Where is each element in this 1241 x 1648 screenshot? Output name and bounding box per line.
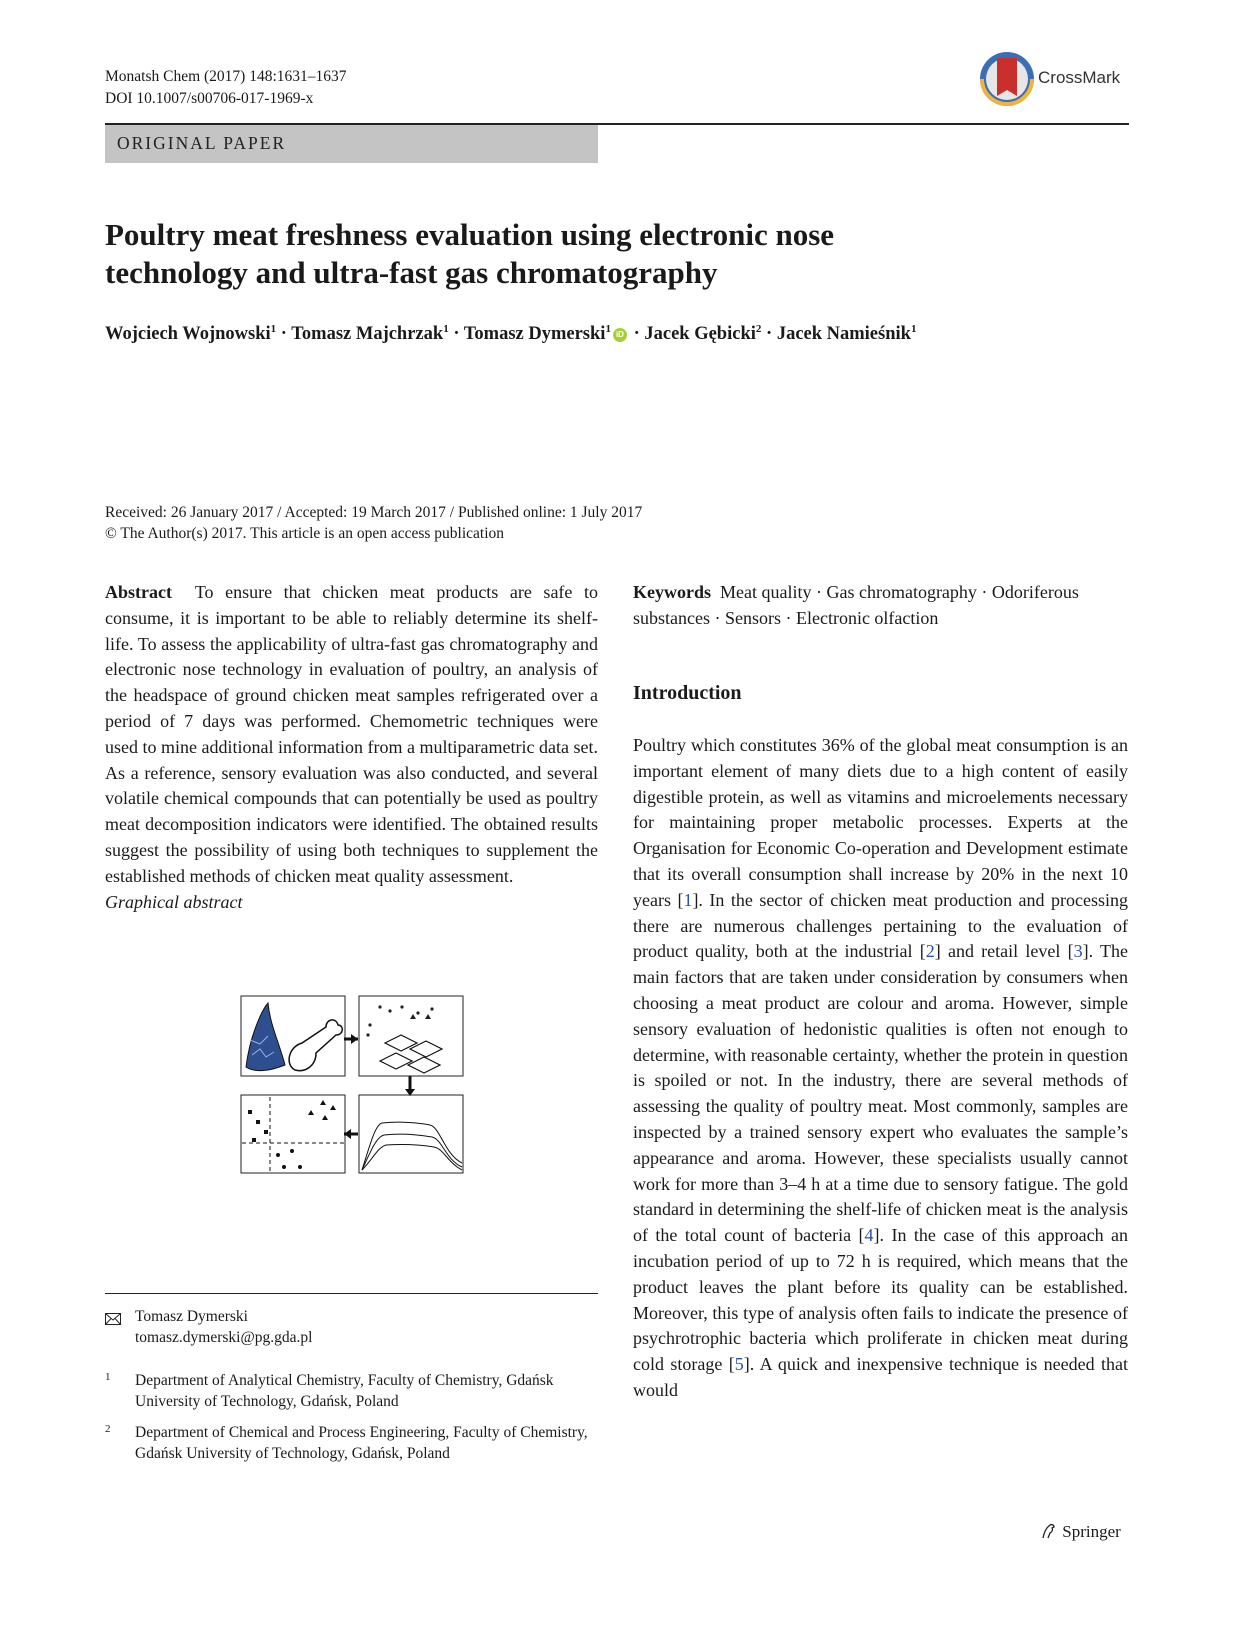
citation-link[interactable]: 2	[925, 941, 935, 962]
intro-text: ]. In the case of this approach an incubation period of up to 72 h is required, which means that the product leaves the plant before its quality can be established. Moreover, this type of analysis often fails to indicate the presence of psychrotrophic bacteria which proliferate in chicken meat during cold storage [	[633, 1225, 1128, 1375]
citation-link[interactable]: 1	[683, 889, 693, 910]
history-dates: Received: 26 January 2017 / Accepted: 19 March 2017 / Published online: 1 July 2017	[105, 504, 643, 521]
journal-header	[105, 66, 347, 110]
abstract-label: Abstract	[105, 582, 172, 602]
introduction-paragraph	[633, 733, 1128, 1404]
crossmark-label: CrossMark	[1038, 68, 1121, 87]
affiliation-number: 2	[105, 1423, 111, 1435]
citation-link[interactable]: 3	[1073, 941, 1083, 962]
author-name[interactable]: Jacek Gębicki	[644, 324, 756, 345]
section-label: ORIGINAL PAPER	[117, 133, 287, 153]
author-name[interactable]: Tomasz Dymerski	[463, 324, 606, 345]
graphical-abstract-figure	[240, 995, 465, 1175]
abstract	[105, 580, 598, 915]
intro-text: ]. The main factors that are taken under consideration by consumers when choosing a meat product are colour and aroma. However, simple sensory evaluation of hedonistic qualities is often not enough to determine, with reasonable certainty, whether the protein in question is spoiled or not. In the industry, there are several methods of assessing the quality of poultry meat. Most commonly, samples are inspected by a trained sensory expert who evaluates the sample’s appearance and aroma. However, these specialists usually cannot work for more than 3–4 h at a time due to sensory fatigue. The gold standard in determining the shelf-life of chicken meat is the analysis of the total count of bacteria [	[633, 941, 1129, 1246]
orcid-icon[interactable]: iD	[613, 328, 627, 342]
author-name[interactable]: Wojciech Wojnowski	[105, 324, 271, 345]
affiliation-text: Department of Chemical and Process Engineering, Faculty of Chemistry, Gdańsk University of Technology, Gdańsk, Poland	[135, 1424, 588, 1462]
envelope-icon	[105, 1310, 121, 1331]
graphical-abstract-label: Graphical abstract	[105, 891, 243, 912]
keywords-label: Keywords	[633, 582, 711, 602]
keywords-text: Meat quality · Gas chromatography · Odoriferous substances · Sensors · Electronic olfaction	[633, 582, 1079, 628]
intro-text: ]. A quick and inexpensive technique is needed that would	[633, 1354, 1128, 1400]
crossmark-badge[interactable]	[978, 50, 1128, 108]
publisher-name: Springer	[1062, 1522, 1121, 1541]
author-list: Wojciech Wojnowski$^1$ · Tomasz Majchrzak$^1$ · Tomasz Dymerski$^1$ iD · Jacek Gębicki$^2$ · Jacek Namieśnik$^1$	[105, 323, 917, 345]
pca-plot-icon	[242, 1097, 344, 1173]
section-band	[105, 125, 598, 163]
citation-link[interactable]: 5	[734, 1354, 744, 1375]
corresponding-email[interactable]: tomasz.dymerski@pg.gda.pl	[135, 1329, 313, 1346]
affiliation-number: 1	[105, 1371, 111, 1383]
chromatogram-icon	[362, 1122, 462, 1170]
affiliation-text: Department of Analytical Chemistry, Faculty of Chemistry, Gdańsk University of Technology, Gdańsk, Poland	[135, 1372, 554, 1410]
footnote-rule	[105, 1293, 598, 1294]
intro-text: ] and retail level [	[934, 941, 1074, 962]
copyright-line: © The Author(s) 2017. This article is an open access publication	[105, 525, 505, 542]
publisher-logo	[1040, 1522, 1121, 1542]
intro-text: Poultry which constitutes 36% of the global meat consumption is an important element of many diets due to a high content of easily digestible protein, as well as vitamins and microelements necessary for maintaining proper metabolic processes. Experts at the Organisation for Economic Co-operation and Development estimate that its overall consumption shall increase by 20% in the next 10 years [	[633, 735, 1128, 910]
section-heading-introduction: Introduction	[633, 682, 742, 704]
chicken-leg-icon	[289, 1020, 342, 1071]
title-line-1: Poultry meat freshness evaluation using electronic nose	[105, 217, 835, 252]
title-line-2: technology and ultra-fast gas chromatography	[105, 255, 718, 290]
doi[interactable]: DOI 10.1007/s00706-017-1969-x	[105, 90, 314, 107]
author-name[interactable]: Tomasz Majchrzak	[291, 324, 444, 345]
author-affiliation: 2	[755, 323, 762, 335]
keywords	[633, 580, 1128, 632]
journal-citation: Monatsh Chem (2017) 148:1631–1637	[105, 68, 347, 85]
author-affiliation: 1	[443, 323, 449, 335]
intro-text: ]. In the sector of chicken meat production and processing there are numerous challenges pertaining to the evaluation of product quality, both at the industrial [	[633, 889, 1128, 962]
author-name[interactable]: Jacek Namieśnik	[776, 324, 911, 345]
author-affiliation: 1	[605, 323, 611, 335]
author-affiliation: 1	[270, 323, 277, 335]
corresponding-author: Tomasz Dymerski	[135, 1308, 248, 1325]
paper-title	[105, 216, 1005, 292]
article-dates	[105, 502, 642, 544]
sensor-array-icon	[366, 1005, 433, 1036]
nose-icon	[246, 1003, 285, 1071]
crossmark-icon	[978, 50, 1036, 108]
citation-link[interactable]: 4	[864, 1225, 874, 1246]
springer-horse-icon	[1040, 1522, 1058, 1540]
correspondence	[105, 1306, 598, 1348]
abstract-text: To ensure that chicken meat products are safe to consume, it is important to be able to reliably determine its shelf-life. To assess the applicability of ultra-fast gas chromatography and electronic nose technology in evaluation of poultry, an analysis of the headspace of ground chicken meat samples refrigerated over a period of 7 days was performed. Chemometric techniques were used to mine additional information from a multiparametric data set. As a reference, sensory evaluation was also conducted, and several volatile chemical compounds that can potentially be used as poultry meat decomposition indicators were identified. The obtained results suggest the possibility of using both techniques to supplement the established methods of chicken meat quality assessment.	[105, 582, 598, 886]
author-affiliation: 1	[910, 323, 917, 335]
